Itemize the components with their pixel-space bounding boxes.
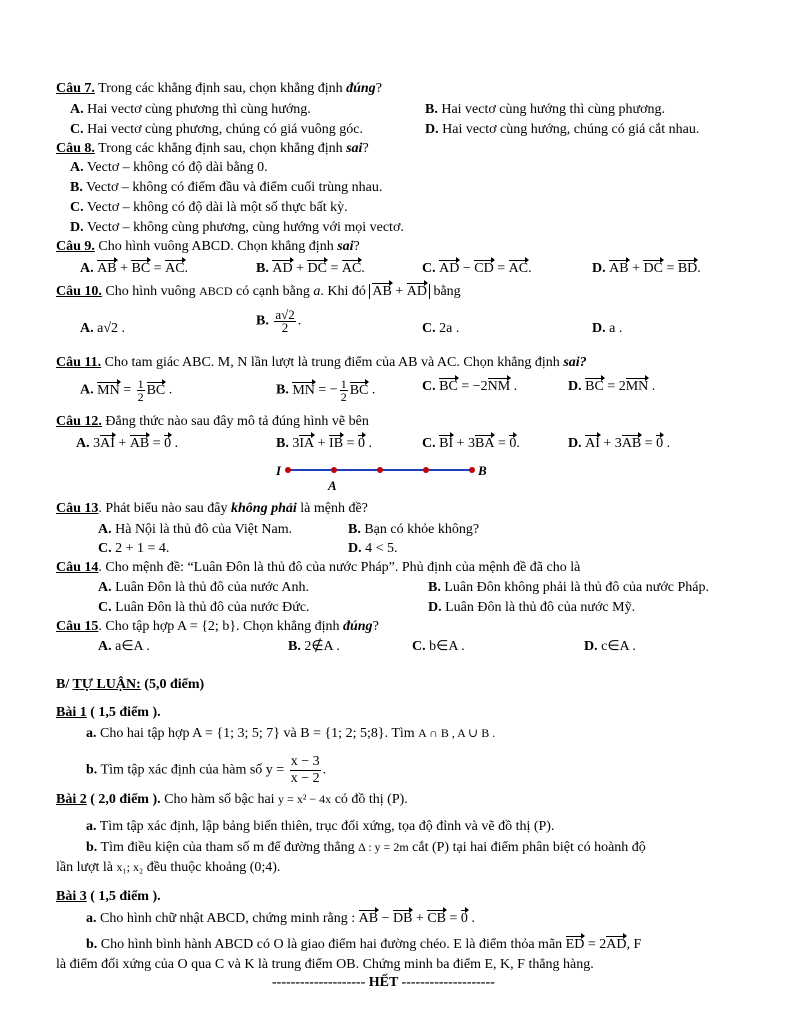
q12-option-d: D. AI + 3AB = 0 . (568, 436, 671, 451)
bai3-part-a: a. Cho hình chữ nhật ABCD, chứng minh rằng : AB − DB + CB = 0 . (86, 911, 475, 926)
q9-option-b: B. AD + DC = AC. (256, 261, 365, 276)
q8-option-c: C. Vectơ – không có độ dài là một số thực bất kỳ. (70, 200, 348, 215)
q13-option-d: D. 4 < 5. (348, 541, 398, 556)
q14-stem: Câu 14. Cho mệnh đề: “Luân Đôn là thủ đô của nước Pháp”. Phủ định của mệnh đề đã cho là (56, 560, 581, 575)
q13-option-c: C. 2 + 1 = 4. (98, 541, 170, 556)
q10-label: Câu 10. (56, 284, 102, 299)
q8-stem: Câu 8. Trong các khẳng định sau, chọn khẳng định sai? (56, 141, 369, 156)
end-mark: -------------------- HẾT -------------------- (272, 975, 495, 990)
q13-option-a: A. Hà Nội là thủ đô của Việt Nam. (98, 522, 293, 537)
point-mid (377, 467, 383, 473)
q8-option-d: D. Vectơ – không cùng phương, cùng hướng với mọi vectơ. (70, 220, 404, 235)
q12-stem: Câu 12. Đẳng thức nào sau đây mô tả đúng hình vẽ bên (56, 414, 369, 429)
q11-label: Câu 11. (56, 355, 102, 370)
point-i (285, 467, 291, 473)
bai2-part-b-cont: lần lượt là x₁; x₂ đều thuộc khoảng (0;4). (56, 860, 281, 875)
part-b-heading: B/ TỰ LUẬN: (5,0 điểm) (56, 677, 205, 692)
q9-option-a: A. AB + BC = AC. (80, 261, 189, 276)
point-b (469, 467, 475, 473)
bai3-part-b-cont: là điểm đối xứng của O qua C và K là trung điểm OB. Chứng minh ba điểm E, K, F thẳng hàng. (56, 957, 594, 972)
q14-option-a: A. Luân Đôn là thủ đô của nước Anh. (98, 580, 309, 595)
label-a: A (328, 478, 337, 493)
q13-label: Câu 13 (56, 501, 99, 516)
q7-option-c: C. Hai vectơ cùng phương, chúng có giá vuông góc. (70, 122, 364, 137)
q7-option-d: D. Hai vectơ cùng hướng, chúng có giá cắt nhau. (425, 122, 700, 137)
q7-stem: Câu 7. Trong các khẳng định sau, chọn khẳng định đúng? (56, 81, 382, 96)
q10-option-d: D. a . (592, 321, 623, 336)
q10-stem: Câu 10. Cho hình vuông ABCD có cạnh bằng a. Khi đó AB + AD bằng (56, 284, 461, 299)
q12-label: Câu 12. (56, 414, 102, 429)
bai2-part-b: b. Tìm điều kiện của tham số m để đường thẳng Δ : y = 2m cắt (P) tại hai điểm phân biệt có hoành độ (86, 840, 646, 855)
q9-stem: Câu 9. Cho hình vuông ABCD. Chọn khẳng định sai? (56, 239, 360, 254)
q15-option-a: A. a∈A . (98, 639, 150, 654)
q11-option-b: B. MN = − $\frac{1}{2}$ BC . (276, 377, 376, 404)
q12-option-b: B. 3IA + IB = 0 . (276, 436, 372, 451)
q10-option-c: C. 2a . (422, 321, 460, 336)
q7-option-b: B. Hai vectơ cùng hướng thì cùng phương. (425, 102, 665, 117)
q15-label: Câu 15 (56, 619, 99, 634)
bai1-part-a: a. Cho hai tập hợp A = {1; 3; 5; 7} và B = {1; 2; 5;8}. Tìm A ∩ B , A ∪ B . (86, 726, 496, 741)
bai3-part-b: b. Cho hình bình hành ABCD có O là giao điểm hai đường chéo. E là điểm thỏa mãn ED = 2AD, F (86, 937, 642, 952)
q14-option-b: B. Luân Đôn không phải là thủ đô của nước Pháp. (428, 580, 709, 595)
q10-option-a: A. a√2 . (80, 321, 126, 336)
point-mid2 (423, 467, 429, 473)
q14-label: Câu 14 (56, 560, 99, 575)
point-a (331, 467, 337, 473)
q9-option-d: D. AB + DC = BD. (592, 261, 701, 276)
q12-option-c: C. BI + 3BA = 0. (422, 436, 520, 451)
bai1-part-b: b. Tìm tập xác định của hàm số y = $\frac{x - 3}{x - 2}$ . (86, 754, 327, 786)
q7-option-a: A. Hai vectơ cùng phương thì cùng hướng. (70, 102, 311, 117)
bai1-heading: Bài 1 ( 1,5 điểm ). (56, 705, 161, 720)
label-i: I (276, 463, 282, 478)
q12-segment-figure (272, 462, 502, 494)
q8-option-a: A. Vectơ – không có độ dài bằng 0. (70, 160, 268, 175)
q11-option-a: A. MN = $\frac{1}{2}$ BC . (80, 377, 173, 404)
q9-option-c: C. AD − CD = AC. (422, 261, 532, 276)
q11-option-d: D. BC = 2MN . (568, 379, 656, 394)
q13-stem: Câu 13. Phát biểu nào sau đây không phải là mệnh đề? (56, 501, 368, 516)
q15-option-b: B. 2∉A . (288, 639, 340, 654)
q12-option-a: A. 3AI + AB = 0 . (76, 436, 179, 451)
q11-option-c: C. BC = −2NM . (422, 379, 518, 394)
q9-label: Câu 9. (56, 239, 95, 254)
q14-option-c: C. Luân Đôn là thủ đô của nước Đức. (98, 600, 310, 615)
bai2-heading: Bài 2 ( 2,0 điểm ). Cho hàm số bậc hai y = x² − 4x có đồ thị (P). (56, 792, 408, 807)
q15-stem: Câu 15. Cho tập hợp A = {2; b}. Chọn khẳng định đúng? (56, 619, 379, 634)
q7-label: Câu 7. (56, 81, 95, 96)
label-b: B (478, 463, 487, 478)
q15-option-c: C. b∈A . (412, 639, 465, 654)
q13-option-b: B. Bạn có khỏe không? (348, 522, 480, 537)
bai3-heading: Bài 3 ( 1,5 điểm ). (56, 889, 161, 904)
q8-label: Câu 8. (56, 141, 95, 156)
q14-option-d: D. Luân Đôn là thủ đô của nước Mỹ. (428, 600, 636, 615)
q11-stem: Câu 11. Cho tam giác ABC. M, N lần lượt là trung điểm của AB và AC. Chọn khẳng định sai? (56, 355, 587, 370)
bai2-part-a: a. Tìm tập xác định, lập bảng biến thiên, trục đối xứng, tọa độ đỉnh và vẽ đồ thị (P). (86, 819, 555, 834)
q10-option-b: B. $\frac{a√2}{2}$ . (256, 307, 302, 335)
q15-option-d: D. c∈A . (584, 639, 636, 654)
q8-option-b: B. Vectơ – không có điểm đầu và điểm cuối trùng nhau. (70, 180, 383, 195)
